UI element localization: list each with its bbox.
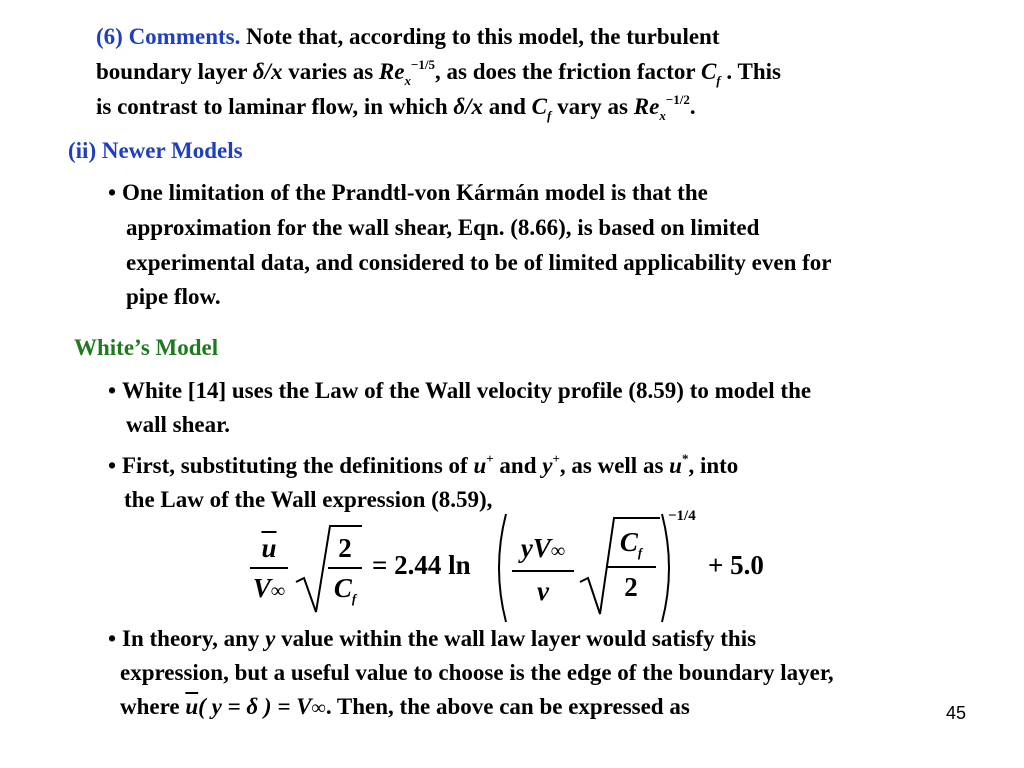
delta-over-x-2: δ/x bbox=[453, 94, 484, 119]
white-text-3a: In theory, any bbox=[122, 626, 260, 651]
comments-line-2 bbox=[96, 55, 781, 92]
newer-models-line-3: experimental data, and considered to be of limited applicability even for bbox=[126, 250, 832, 275]
cf-num-sub: f bbox=[637, 545, 643, 560]
y-symbol-2: y bbox=[265, 626, 276, 651]
yv-num: yV bbox=[520, 533, 551, 563]
cf-num: C bbox=[619, 527, 638, 557]
left-paren bbox=[490, 512, 510, 624]
u-symbol: u bbox=[473, 453, 487, 478]
comments-text-3b: vary as bbox=[557, 94, 628, 119]
cf-c: C bbox=[700, 59, 717, 84]
white-line-3b: expression, but a useful value to choose is the edge of the boundary layer, bbox=[120, 660, 834, 685]
white-text-2a: First, substituting the definitions of bbox=[122, 453, 468, 478]
eq-plus-const: + 5.0 bbox=[708, 550, 764, 580]
reynolds-sub-x-2: x bbox=[659, 108, 666, 123]
y-symbol: y bbox=[542, 453, 553, 478]
comments-line-3 bbox=[96, 90, 696, 127]
white-text-2b: , as well as bbox=[559, 453, 664, 478]
newer-models-heading: (ii) Newer Models bbox=[68, 138, 243, 163]
cf-den-sub: f bbox=[351, 591, 357, 606]
newer-models-text-1: One limitation of the Prandtl-von Kármán model is that the bbox=[122, 180, 708, 205]
page-number: 45 bbox=[945, 703, 966, 723]
eq-const: = 2.44 ln bbox=[372, 550, 471, 580]
white-bullet-2 bbox=[108, 449, 738, 486]
and-word: and bbox=[488, 94, 526, 119]
u-star-symbol: u bbox=[669, 453, 682, 478]
comments-line-1 bbox=[96, 20, 720, 54]
delta-over-x: δ/x bbox=[252, 59, 283, 84]
newer-models-line-4: pipe flow. bbox=[126, 284, 221, 309]
comments-text-1: Note that, according to this model, the turbulent bbox=[246, 24, 720, 49]
u-bar: $\overline{u}$ bbox=[261, 533, 277, 563]
bullet-icon: • bbox=[108, 626, 117, 651]
cf-sub-f-2: f bbox=[546, 108, 552, 123]
u-plus: + bbox=[486, 451, 494, 466]
reynolds-sub-x: x bbox=[404, 73, 411, 88]
exponent-1-2: −1/2 bbox=[665, 92, 690, 107]
inf-sub: ∞ bbox=[270, 580, 286, 602]
white-bullet-3 bbox=[108, 622, 756, 656]
cf-den: C bbox=[333, 573, 352, 603]
exponent-1-5: −1/5 bbox=[410, 57, 436, 72]
white-text-3c: . Then, the above can be expressed as bbox=[325, 694, 690, 719]
u-bar-2: $\overline{u}$ bbox=[185, 694, 199, 719]
comments-text-2d: . This bbox=[726, 59, 781, 84]
comments-text-3a: is contrast to laminar flow, in which bbox=[96, 94, 448, 119]
newer-models-bullet-1 bbox=[108, 176, 708, 210]
boundary-condition: ( y = δ ) = V bbox=[198, 694, 312, 719]
comments-heading: (6) Comments. bbox=[96, 24, 241, 49]
white-line-3c bbox=[120, 690, 690, 725]
bullet-icon: • bbox=[108, 180, 117, 205]
cf-sub-f: f bbox=[716, 73, 721, 88]
reynolds-re-2: Re bbox=[633, 94, 660, 119]
where-word: where bbox=[120, 694, 180, 719]
u-star: * bbox=[681, 451, 689, 466]
nu-den: ν bbox=[537, 576, 549, 606]
right-paren bbox=[658, 512, 678, 624]
two-num: 2 bbox=[338, 533, 352, 563]
white-text-2c: , into bbox=[688, 453, 739, 478]
inf-sub-3: ∞ bbox=[311, 697, 326, 719]
cf-c-2: C bbox=[531, 94, 547, 119]
newer-models-line-2: approximation for the wall shear, Eqn. (8.66), is based on limited bbox=[126, 215, 760, 240]
white-text-1: White [14] uses the Law of the Wall velocity profile (8.59) to model the bbox=[122, 378, 812, 403]
bullet-icon: • bbox=[108, 453, 117, 478]
white-text-3b: value within the wall law layer would satisfy this bbox=[281, 626, 757, 651]
u-over-v-fraction bbox=[250, 532, 288, 607]
inf-sub-2: ∞ bbox=[550, 540, 566, 562]
law-of-wall-equation bbox=[250, 508, 790, 620]
two-over-cf-fraction bbox=[328, 532, 362, 609]
two-den: 2 bbox=[624, 572, 638, 602]
white-line-2b: the Law of the Wall expression (8.59), bbox=[124, 487, 493, 512]
comments-text-2a: boundary layer bbox=[96, 59, 248, 84]
eq-exponent: −1/4 bbox=[668, 508, 696, 524]
comments-text-2b: varies as bbox=[288, 59, 374, 84]
y-plus: + bbox=[552, 451, 560, 466]
white-bullet-1 bbox=[108, 374, 811, 408]
cf-over-two-fraction bbox=[606, 526, 656, 603]
v-inf: V bbox=[252, 573, 271, 603]
white-model-heading: White’s Model bbox=[74, 335, 219, 360]
yv-over-nu-fraction bbox=[512, 532, 574, 607]
period: . bbox=[689, 94, 696, 119]
and-word-2: and bbox=[499, 453, 537, 478]
white-line-2: wall shear. bbox=[126, 412, 230, 437]
bullet-icon: • bbox=[108, 378, 117, 403]
comments-text-2c: , as does the friction factor bbox=[435, 59, 696, 84]
reynolds-re: Re bbox=[378, 59, 405, 84]
